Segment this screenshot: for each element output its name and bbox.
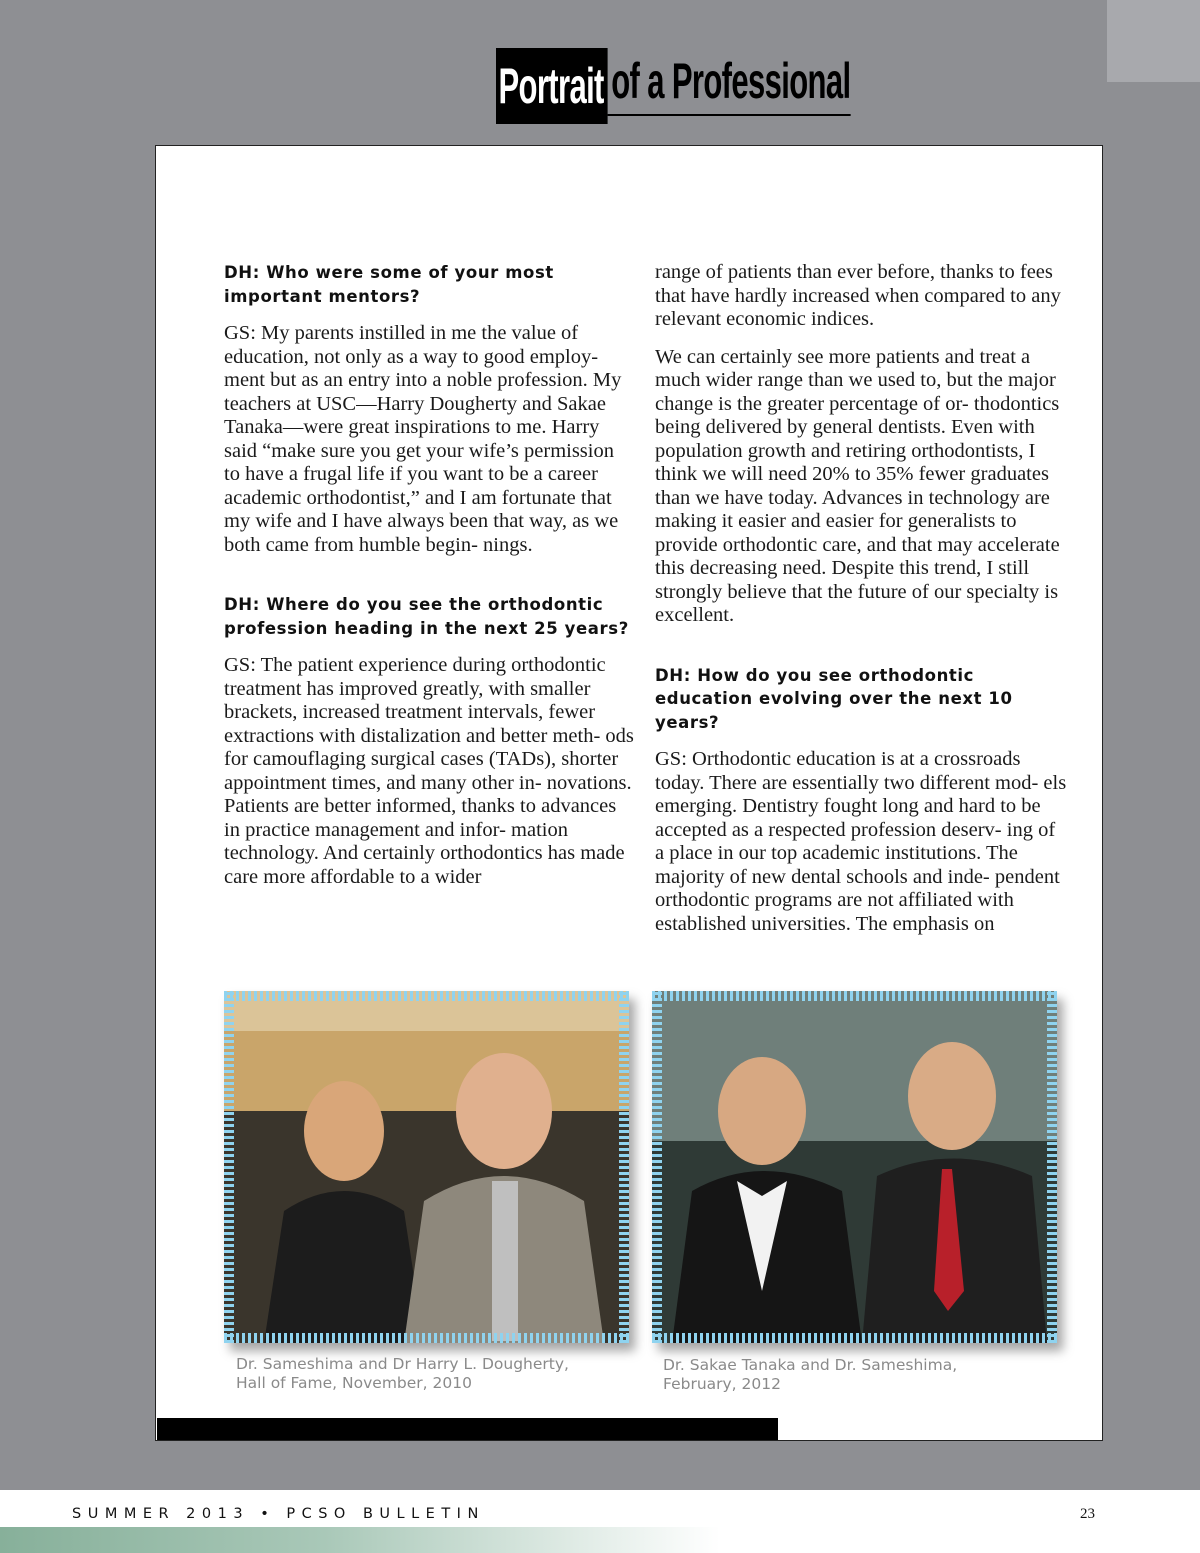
page-number: 23 xyxy=(1080,1506,1095,1522)
answer-education: GS: Orthodontic education is at a crossroads today. There are essentially two different mod- els emerging. Dentistry fought long and hard to be accepted as a respected profession deserv- ing of a place in our top academic institutions. The majority of new dental schools and inde- pendent orthodontic programs are not affiliated with established universities. The emphasis on xyxy=(655,748,1067,935)
photo-caption-2 xyxy=(663,1356,1063,1394)
question-mentors: DH: Who were some of your most important mentors? xyxy=(224,263,554,306)
answer-mentors: GS: My parents instilled in me the value of education, not only as a way to good employ- ment but as an entry into a noble profession. My teachers at USC—Harry Dougherty and Sakae Tanaka—were great inspirations to me. Harry said “make sure you get your wife’s permission to have a frugal life if you want to be a career academic orthodontist,” and I am fortunate that my wife and I have always been that way, as we both came from humble begin- nings. xyxy=(224,322,622,556)
answer-profession: GS: The patient experience during orthodontic treatment has improved greatly, with smaller brackets, increased treatment intervals, fewer extractions with distalization and better meth- ods for camouflaging surgical cases (TADs), shorter appointment times, and many other in- novations. Patients are better informed, thanks to advances in practice management and infor- mation technology. And certainly orthodontics has made care more affordable to a wider xyxy=(224,654,634,888)
caption-2-line-1: Dr. Sakae Tanaka and Dr. Sameshima, xyxy=(663,1356,958,1374)
decorative-black-bar xyxy=(157,1418,778,1440)
answer-profession-paragraph-2: We can certainly see more patients and treat a much wider range than we used to, but the major change is the greater percentage of or- thodontics being delivered by general dentists. Even with population growth and retiring orthodontists, I think we will need 20% to 35% fewer graduates than we have today. Advances in technology are making it easier and easier for generalists to provide orthodontic care, and that may accelerate this decreasing need. Despite this trend, I still strongly believe that the future of our specialty is excellent. xyxy=(655,345,1060,626)
caption-1-line-1: Dr. Sameshima and Dr Harry L. Dougherty, xyxy=(236,1355,569,1373)
left-column xyxy=(224,261,634,889)
right-column xyxy=(655,261,1067,936)
masthead-of-a-professional: of a Professional xyxy=(607,48,850,116)
photo-tanaka-sameshima xyxy=(652,991,1057,1343)
photo-sameshima-dougherty xyxy=(224,991,629,1343)
masthead-portrait: Portrait xyxy=(496,48,607,124)
footer-gradient-bar xyxy=(0,1527,720,1553)
caption-2-line-2: February, 2012 xyxy=(663,1375,781,1393)
corner-tab xyxy=(1107,0,1200,82)
photo-sameshima-dougherty-image xyxy=(224,991,629,1343)
answer-profession-continued: range of patients than ever before, thanks to fees that have hardly increased when compared to any relevant economic indices. xyxy=(655,261,1061,330)
caption-1-line-2: Hall of Fame, November, 2010 xyxy=(236,1374,472,1392)
footer-publication: SUMMER 2013 • PCSO BULLETIN xyxy=(72,1506,485,1522)
article-page xyxy=(155,145,1103,1441)
question-education: DH: How do you see orthodontic education evolving over the next 10 years? xyxy=(655,665,1013,732)
photo-caption-1 xyxy=(236,1355,636,1393)
photo-tanaka-sameshima-image xyxy=(652,991,1057,1343)
question-profession: DH: Where do you see the orthodontic profession heading in the next 25 years? xyxy=(224,595,629,638)
masthead xyxy=(496,48,850,124)
